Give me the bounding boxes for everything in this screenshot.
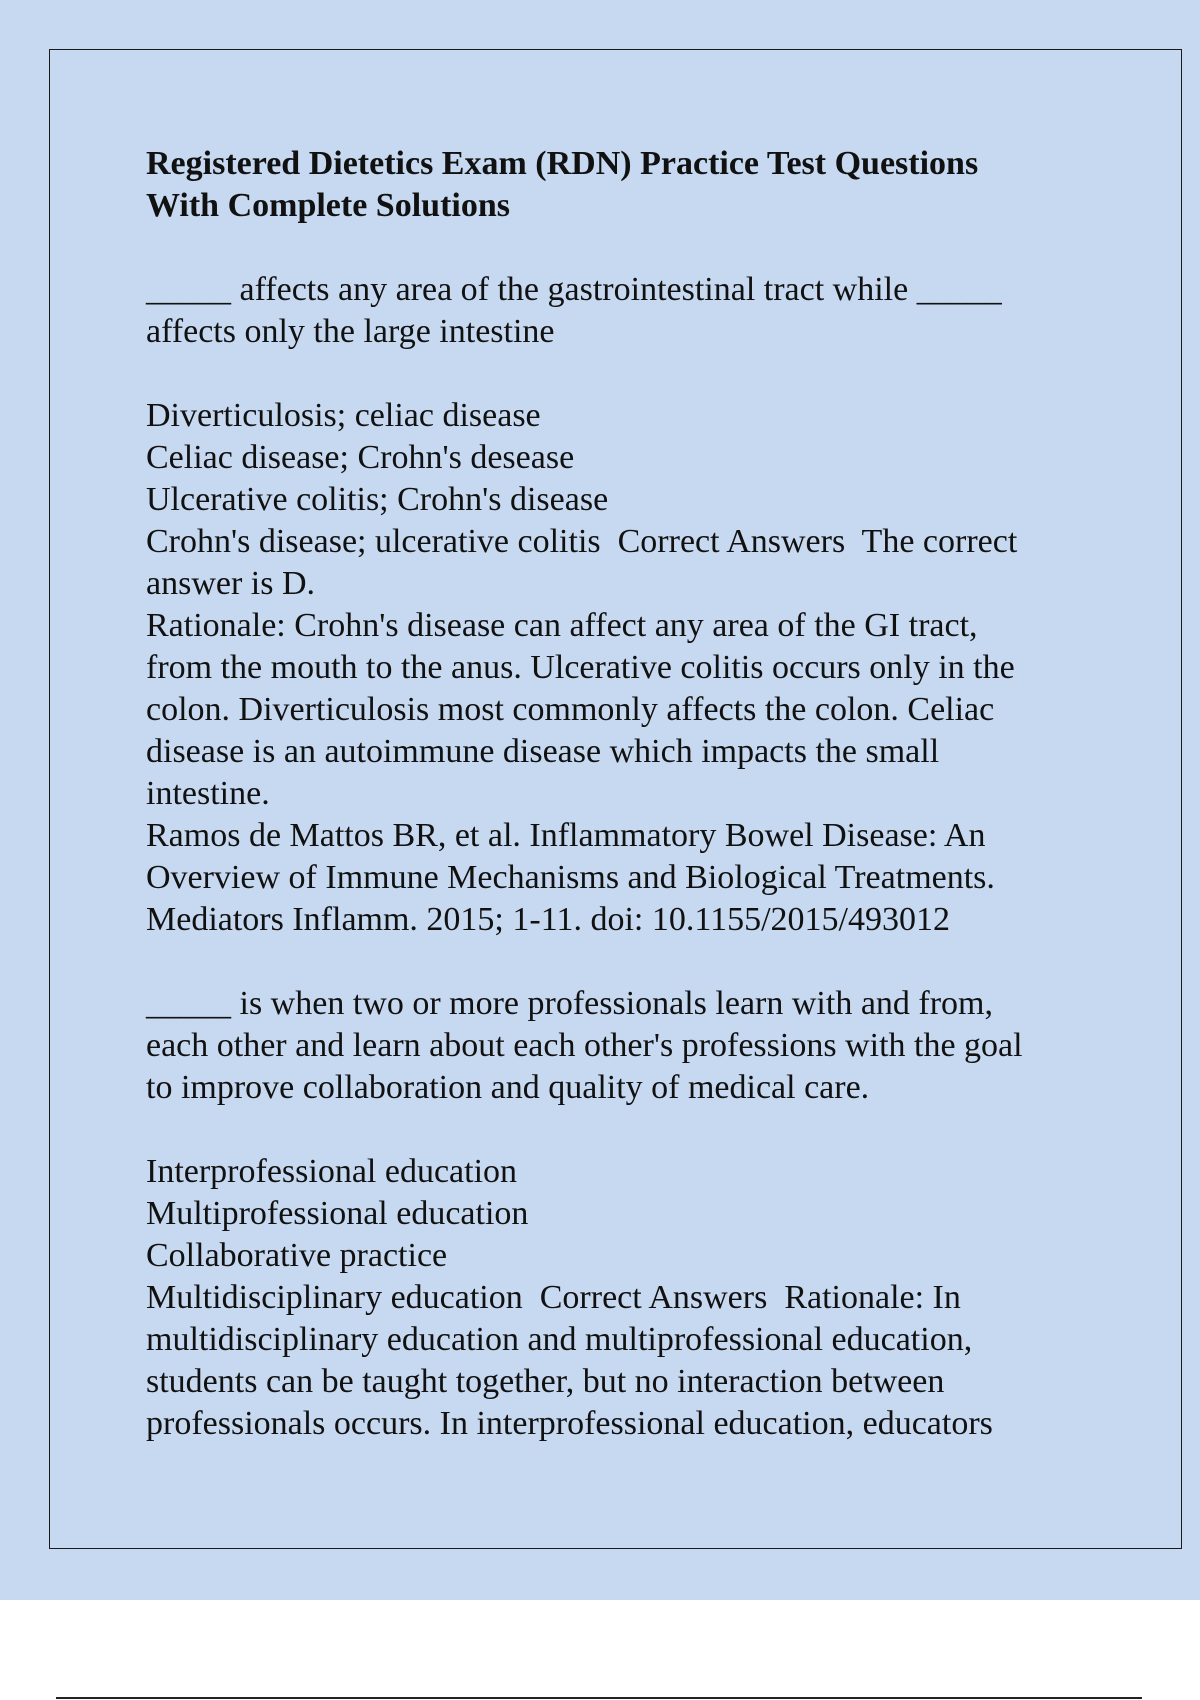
prompt-line: each other and learn about each other's professions with the goal (146, 1027, 1023, 1064)
spacer (146, 353, 1106, 395)
question-2-prompt (146, 983, 1106, 1109)
answer-line: Ramos de Mattos BR, et al. Inflammatory Bowel Disease: An (146, 817, 986, 854)
answer-line: intestine. (146, 775, 270, 812)
question-2-answer (146, 1277, 1106, 1445)
title-line: Registered Dietetics Exam (RDN) Practice Test Questions (146, 145, 979, 182)
question-1-answer (146, 521, 1106, 941)
option-line: Diverticulosis; celiac disease (146, 397, 541, 434)
prompt-line: _____ affects any area of the gastrointestinal tract while _____ (146, 271, 1002, 308)
document-title (146, 143, 1106, 227)
answer-line: Crohn's disease; ulcerative colitis Correct Answers The correct (146, 523, 1018, 560)
prompt-line: affects only the large intestine (146, 313, 555, 350)
answer-line: Multidisciplinary education Correct Answers Rationale: In (146, 1279, 961, 1316)
question-1-options (146, 395, 1106, 521)
question-2 (146, 983, 1106, 1445)
option-line: Collaborative practice (146, 1237, 448, 1274)
option-line: Multiprofessional education (146, 1195, 529, 1232)
question-1-prompt (146, 269, 1106, 353)
prompt-line: to improve collaboration and quality of medical care. (146, 1069, 870, 1106)
footer-rule (56, 1697, 1142, 1699)
document-body (146, 143, 1106, 1445)
answer-line: answer is D. (146, 565, 316, 602)
answer-line: professionals occurs. In interprofessional education, educators (146, 1405, 993, 1442)
question-2-options (146, 1151, 1106, 1277)
answer-line: Rationale: Crohn's disease can affect any area of the GI tract, (146, 607, 978, 644)
spacer (146, 1109, 1106, 1151)
answer-line: Overview of Immune Mechanisms and Biological Treatments. (146, 859, 995, 896)
spacer (146, 941, 1106, 983)
option-line: Celiac disease; Crohn's desease (146, 439, 575, 476)
answer-line: multidisciplinary education and multiprofessional education, (146, 1321, 973, 1358)
spacer (146, 227, 1106, 269)
answer-line: colon. Diverticulosis most commonly affects the colon. Celiac (146, 691, 995, 728)
answer-line: students can be taught together, but no interaction between (146, 1363, 945, 1400)
question-1 (146, 269, 1106, 941)
answer-line: Mediators Inflamm. 2015; 1-11. doi: 10.1155/2015/493012 (146, 901, 950, 938)
title-line: With Complete Solutions (146, 187, 510, 224)
answer-line: disease is an autoimmune disease which impacts the small (146, 733, 940, 770)
prompt-line: _____ is when two or more professionals learn with and from, (146, 985, 993, 1022)
answer-line: from the mouth to the anus. Ulcerative colitis occurs only in the (146, 649, 1015, 686)
option-line: Interprofessional education (146, 1153, 518, 1190)
option-line: Ulcerative colitis; Crohn's disease (146, 481, 609, 518)
